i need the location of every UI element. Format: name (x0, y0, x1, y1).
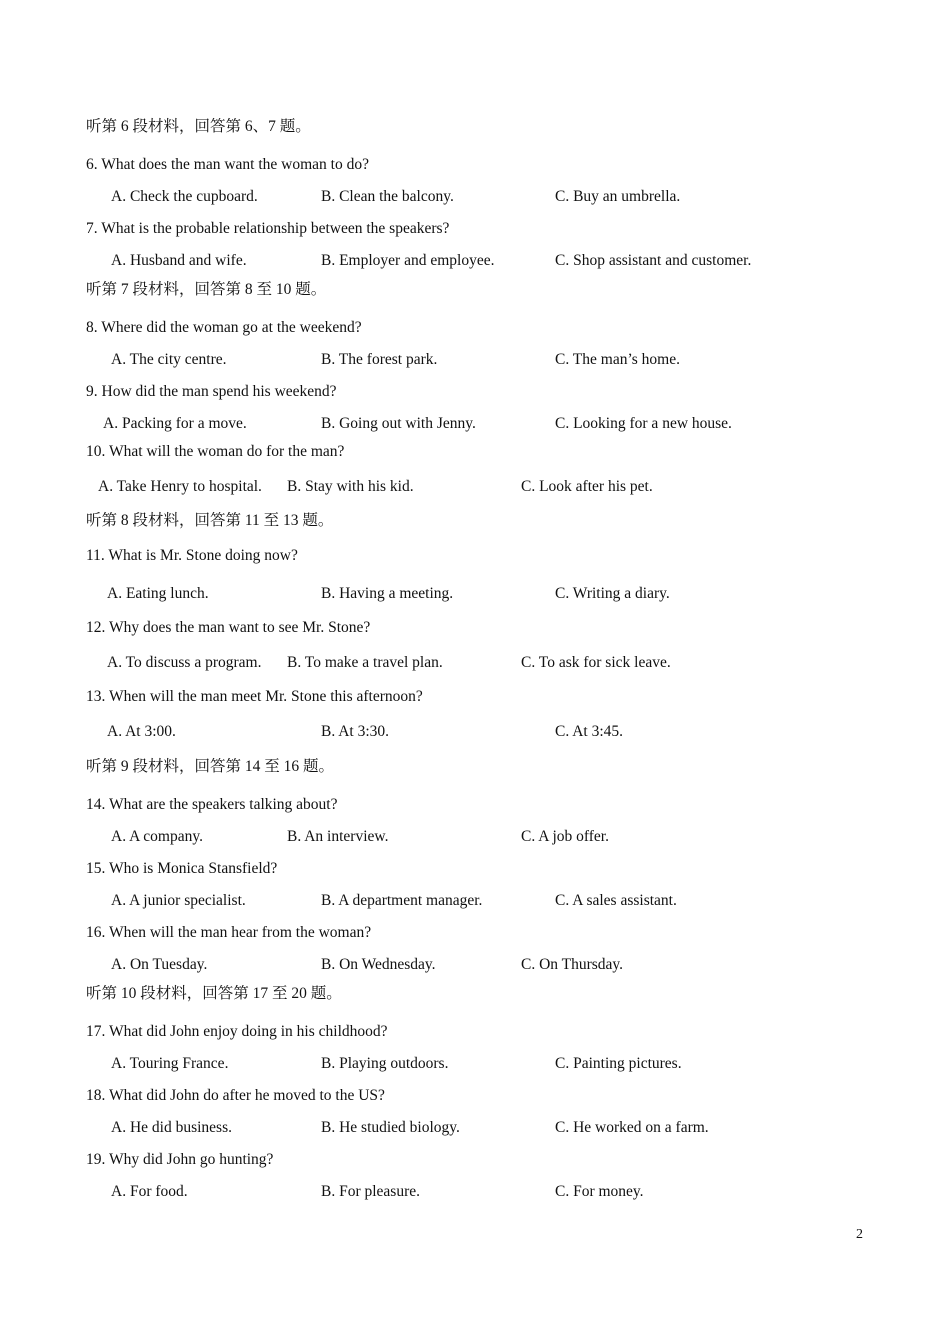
question-options (0, 583, 950, 605)
option-c: C. To ask for sick leave. (521, 654, 671, 671)
question-options (0, 1117, 950, 1139)
question-stem: 15. Who is Monica Stansfield? (86, 860, 278, 877)
option-b: B. Playing outdoors. (321, 1055, 449, 1072)
option-a: A. Packing for a move. (103, 415, 247, 432)
question-stem: 19. Why did John go hunting? (86, 1151, 274, 1168)
section-heading: 听第 10 段材料，回答第 17 至 20 题。 (86, 985, 342, 1002)
section-heading: 听第 6 段材料，回答第 6、7 题。 (86, 118, 311, 135)
option-b: B. Stay with his kid. (287, 478, 414, 495)
option-c: C. Painting pictures. (555, 1055, 682, 1072)
option-a: A. The city centre. (111, 351, 227, 368)
option-a: A. Touring France. (111, 1055, 229, 1072)
question-options (0, 476, 950, 498)
option-c: C. For money. (555, 1183, 644, 1200)
option-c: C. He worked on a farm. (555, 1119, 709, 1136)
option-a: A. For food. (111, 1183, 188, 1200)
option-c: C. A sales assistant. (555, 892, 677, 909)
option-a: A. At 3:00. (107, 723, 176, 740)
option-b: B. For pleasure. (321, 1183, 421, 1200)
question-options (0, 652, 950, 674)
question-options (0, 250, 950, 272)
question-options (0, 186, 950, 208)
question-stem: 8. Where did the woman go at the weekend? (86, 319, 362, 336)
option-b: B. A department manager. (321, 892, 483, 909)
question-stem: 6. What does the man want the woman to do? (86, 156, 369, 173)
option-b: B. The forest park. (321, 351, 438, 368)
question-stem: 11. What is Mr. Stone doing now? (86, 547, 298, 564)
question-options (0, 349, 950, 371)
option-b: B. To make a travel plan. (287, 654, 443, 671)
question-options (0, 954, 950, 976)
option-a: A. A company. (111, 828, 203, 845)
option-c: C. Look after his pet. (521, 478, 653, 495)
question-stem: 12. Why does the man want to see Mr. Stone? (86, 619, 371, 636)
question-stem: 10. What will the woman do for the man? (86, 443, 345, 460)
option-c: C. On Thursday. (521, 956, 624, 973)
option-a: A. Take Henry to hospital. (98, 478, 262, 495)
question-stem: 17. What did John enjoy doing in his childhood? (86, 1023, 388, 1040)
option-c: C. At 3:45. (555, 723, 624, 740)
option-a: A. Eating lunch. (107, 585, 209, 602)
question-stem: 14. What are the speakers talking about? (86, 796, 338, 813)
option-b: B. Having a meeting. (321, 585, 454, 602)
section-heading: 听第 8 段材料，回答第 11 至 13 题。 (86, 512, 334, 529)
question-options (0, 826, 950, 848)
option-c: C. Shop assistant and customer. (555, 252, 752, 269)
option-b: B. Clean the balcony. (321, 188, 454, 205)
question-stem: 7. What is the probable relationship between the speakers? (86, 220, 450, 237)
option-a: A. On Tuesday. (111, 956, 208, 973)
option-a: A. To discuss a program. (107, 654, 262, 671)
section-heading: 听第 7 段材料，回答第 8 至 10 题。 (86, 281, 327, 298)
question-stem: 18. What did John do after he moved to the US? (86, 1087, 385, 1104)
question-options (0, 1053, 950, 1075)
option-b: B. Employer and employee. (321, 252, 495, 269)
option-a: A. He did business. (111, 1119, 232, 1136)
option-b: B. On Wednesday. (321, 956, 436, 973)
question-stem: 13. When will the man meet Mr. Stone this afternoon? (86, 688, 423, 705)
question-stem: 9. How did the man spend his weekend? (86, 383, 337, 400)
option-c: C. A job offer. (521, 828, 609, 845)
option-b: B. Going out with Jenny. (321, 415, 476, 432)
question-options (0, 413, 950, 435)
option-b: B. At 3:30. (321, 723, 390, 740)
question-options (0, 1181, 950, 1203)
section-heading: 听第 9 段材料，回答第 14 至 16 题。 (86, 758, 335, 775)
option-c: C. Looking for a new house. (555, 415, 732, 432)
option-c: C. Buy an umbrella. (555, 188, 681, 205)
page-number: 2 (856, 1227, 863, 1242)
option-a: A. A junior specialist. (111, 892, 246, 909)
option-a: A. Husband and wife. (111, 252, 247, 269)
option-c: C. The man’s home. (555, 351, 680, 368)
option-c: C. Writing a diary. (555, 585, 670, 602)
question-options (0, 721, 950, 743)
question-stem: 16. When will the man hear from the woman? (86, 924, 372, 941)
question-options (0, 890, 950, 912)
option-b: B. An interview. (287, 828, 389, 845)
option-a: A. Check the cupboard. (111, 188, 258, 205)
option-b: B. He studied biology. (321, 1119, 460, 1136)
